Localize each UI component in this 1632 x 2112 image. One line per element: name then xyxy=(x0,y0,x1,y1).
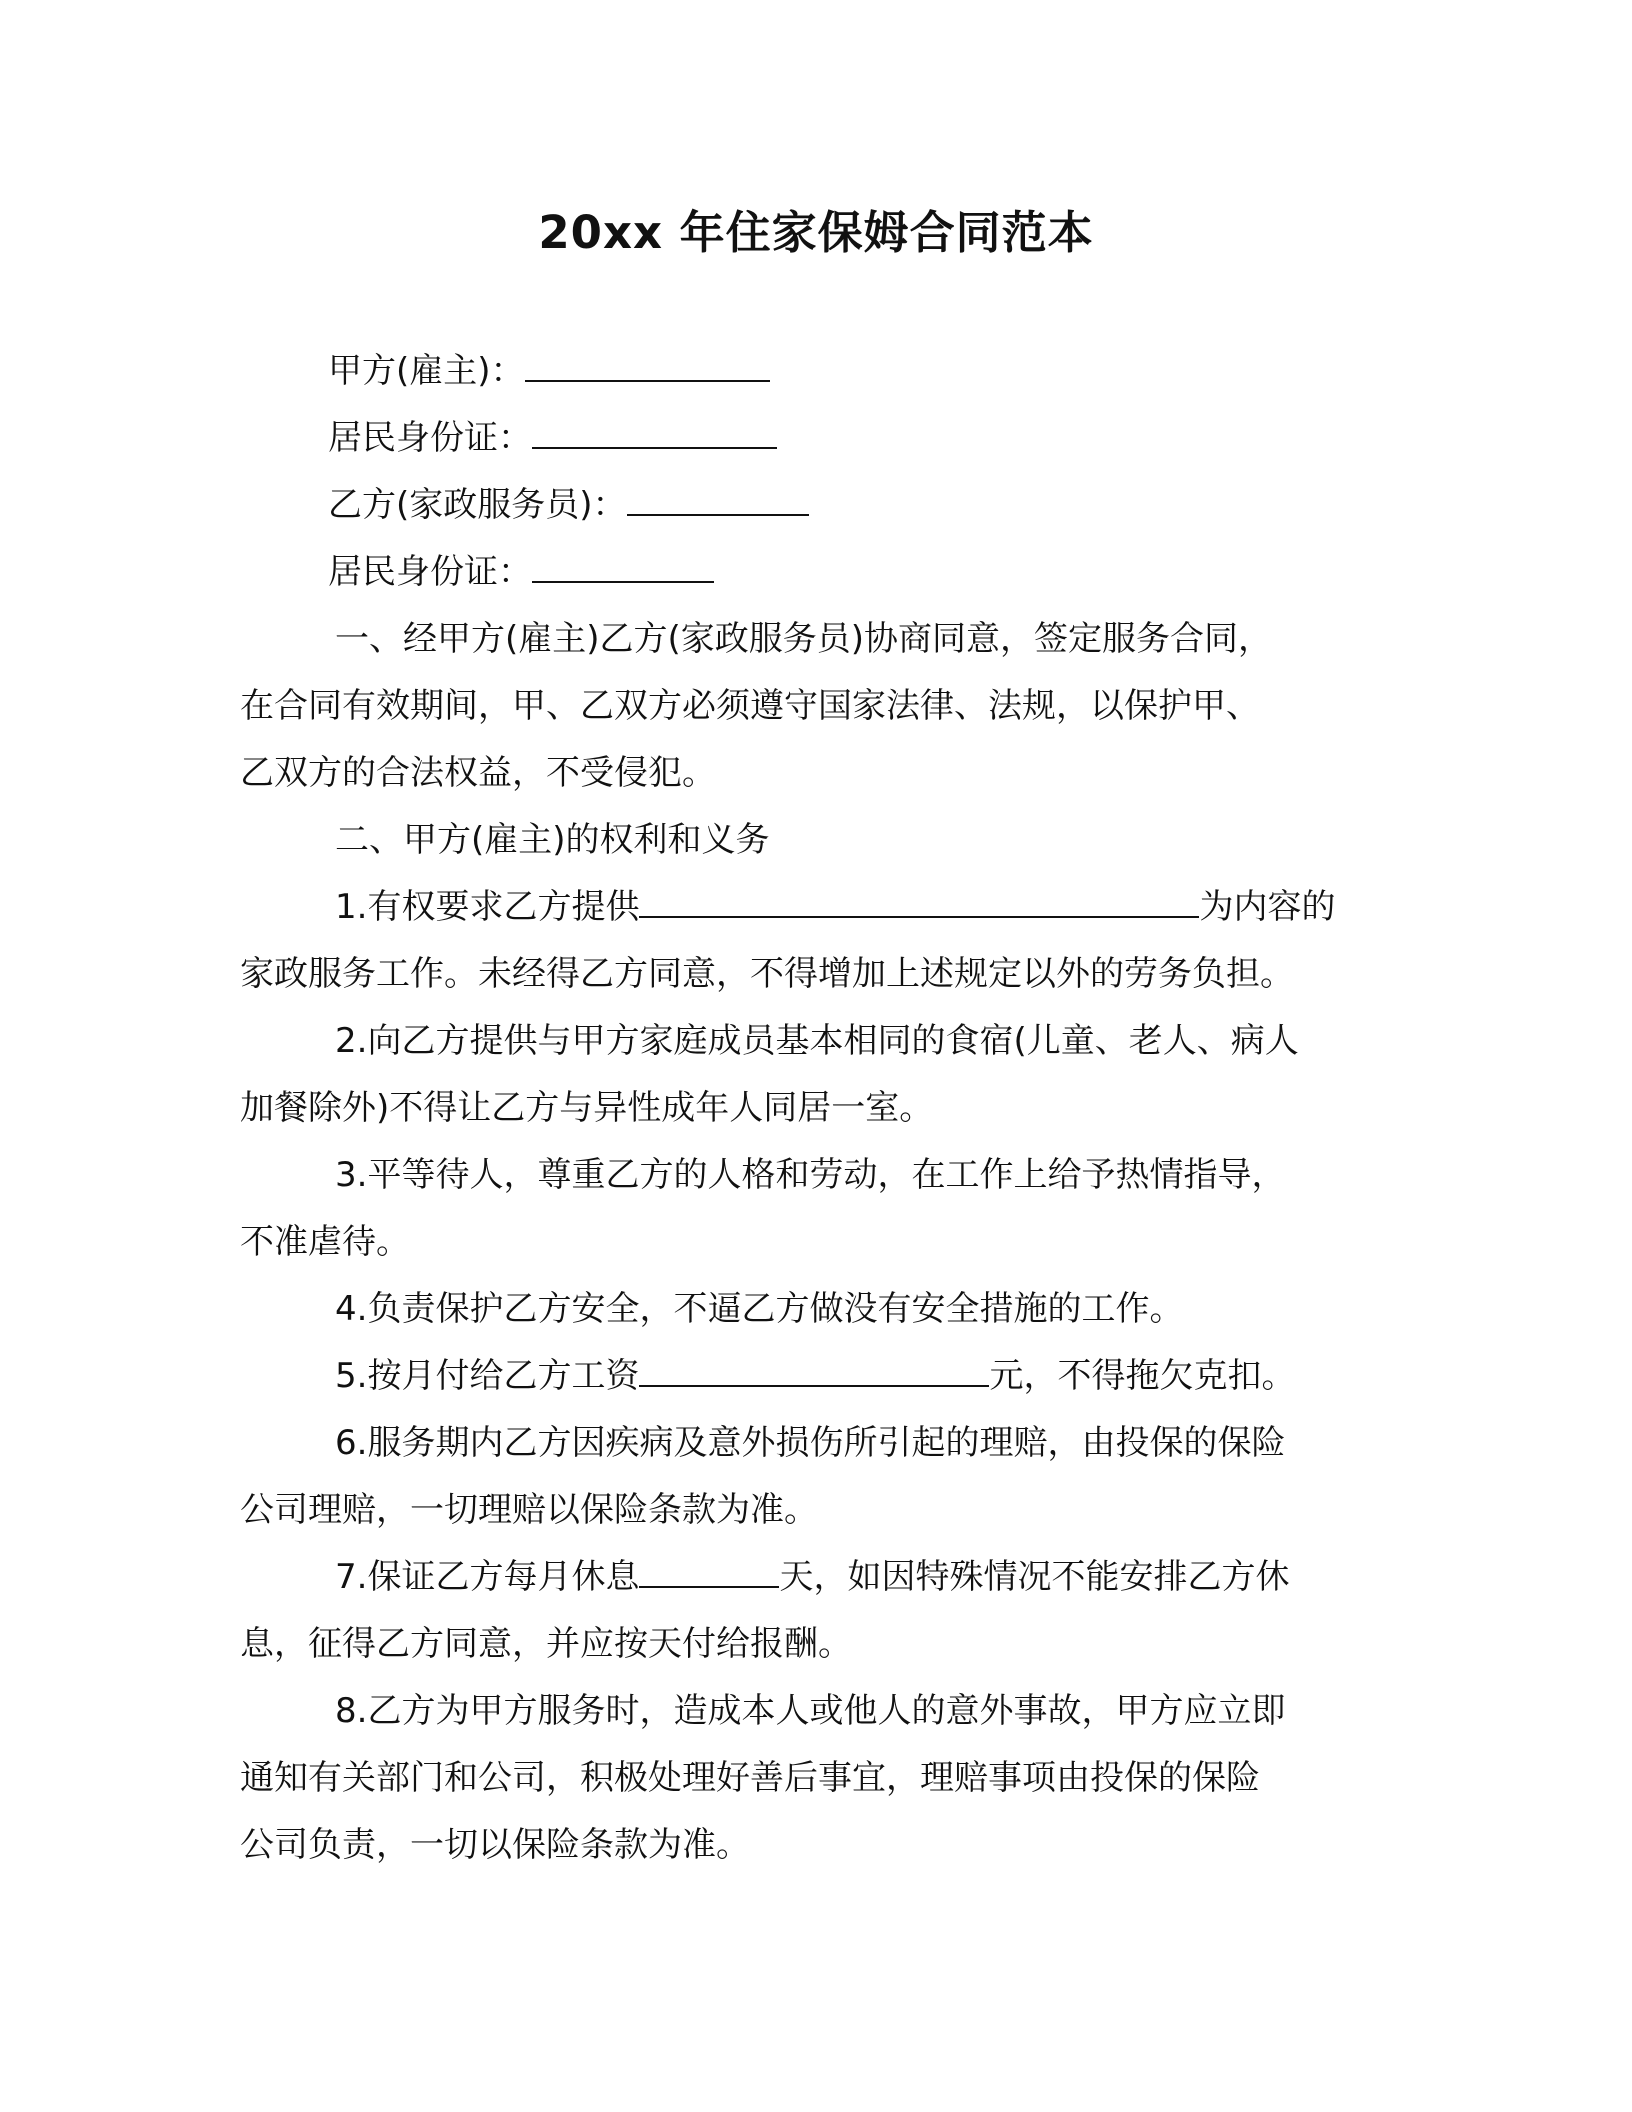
item8-line3: 公司负责，一切以保险条款为准。 xyxy=(240,1825,750,1865)
item1-line1 xyxy=(240,874,1400,941)
party-b-blank[interactable] xyxy=(627,484,809,516)
section1-line2: 在合同有效期间，甲、乙双方必须遵守国家法律、法规，以保护甲、 xyxy=(240,686,1260,726)
item8-line1: 8.乙方为甲方服务时，造成本人或他人的意外事故，甲方应立即 xyxy=(335,1691,1286,1731)
item1-post: 为内容的 xyxy=(1199,887,1336,927)
item5 xyxy=(240,1343,1400,1410)
party-a-blank[interactable] xyxy=(525,350,770,382)
item7-line2: 息，征得乙方同意，并应按天付给报酬。 xyxy=(240,1624,852,1664)
item4: 4.负责保护乙方安全，不逼乙方做没有安全措施的工作。 xyxy=(335,1289,1184,1329)
item1-pre: 1.有权要求乙方提供 xyxy=(335,887,640,927)
id-b-field xyxy=(240,539,1400,606)
document-title: 20xx 年住家保姆合同范本 xyxy=(538,206,1094,259)
item1-line2: 家政服务工作。未经得乙方同意，不得增加上述规定以外的劳务负担。 xyxy=(240,954,1294,994)
item3-line2: 不准虐待。 xyxy=(240,1222,410,1262)
item5-salary-blank[interactable] xyxy=(639,1355,989,1387)
section1-line1: 一、经甲方(雇主)乙方(家政服务员)协商同意，签定服务合同， xyxy=(335,619,1273,659)
party-a-field xyxy=(240,338,1400,405)
item3-line1: 3.平等待人，尊重乙方的人格和劳动，在工作上给予热情指导， xyxy=(335,1155,1286,1195)
section1-line3: 乙双方的合法权益，不受侵犯。 xyxy=(240,753,716,793)
item7-post: 天，如因特殊情况不能安排乙方休 xyxy=(779,1557,1290,1597)
item6-line2: 公司理赔，一切理赔以保险条款为准。 xyxy=(240,1490,818,1530)
party-a-label: 甲方(雇主)： xyxy=(328,351,525,391)
item5-post: 元，不得拖欠克扣。 xyxy=(989,1356,1296,1396)
section2-heading: 二、甲方(雇主)的权利和义务 xyxy=(335,820,770,860)
id-b-label: 居民身份证： xyxy=(328,552,532,592)
item6-line1: 6.服务期内乙方因疾病及意外损伤所引起的理赔，由投保的保险 xyxy=(335,1423,1286,1463)
id-b-blank[interactable] xyxy=(532,551,714,583)
item5-pre: 5.按月付给乙方工资 xyxy=(335,1356,640,1396)
item7-days-blank[interactable] xyxy=(639,1556,779,1588)
item7-pre: 7.保证乙方每月休息 xyxy=(335,1557,640,1597)
party-b-field xyxy=(240,472,1400,539)
party-b-label: 乙方(家政服务员)： xyxy=(328,485,627,525)
item7-line1 xyxy=(240,1544,1400,1611)
item2-line2: 加餐除外)不得让乙方与异性成年人同居一室。 xyxy=(240,1088,934,1128)
item8-line2: 通知有关部门和公司，积极处理好善后事宜，理赔事项由投保的保险 xyxy=(240,1758,1260,1798)
id-a-field xyxy=(240,405,1400,472)
id-a-blank[interactable] xyxy=(532,417,777,449)
item2-line1: 2.向乙方提供与甲方家庭成员基本相同的食宿(儿童、老人、病人 xyxy=(335,1021,1299,1061)
id-a-label: 居民身份证： xyxy=(328,418,532,458)
item1-blank[interactable] xyxy=(639,886,1199,918)
document-body xyxy=(240,338,1400,1879)
